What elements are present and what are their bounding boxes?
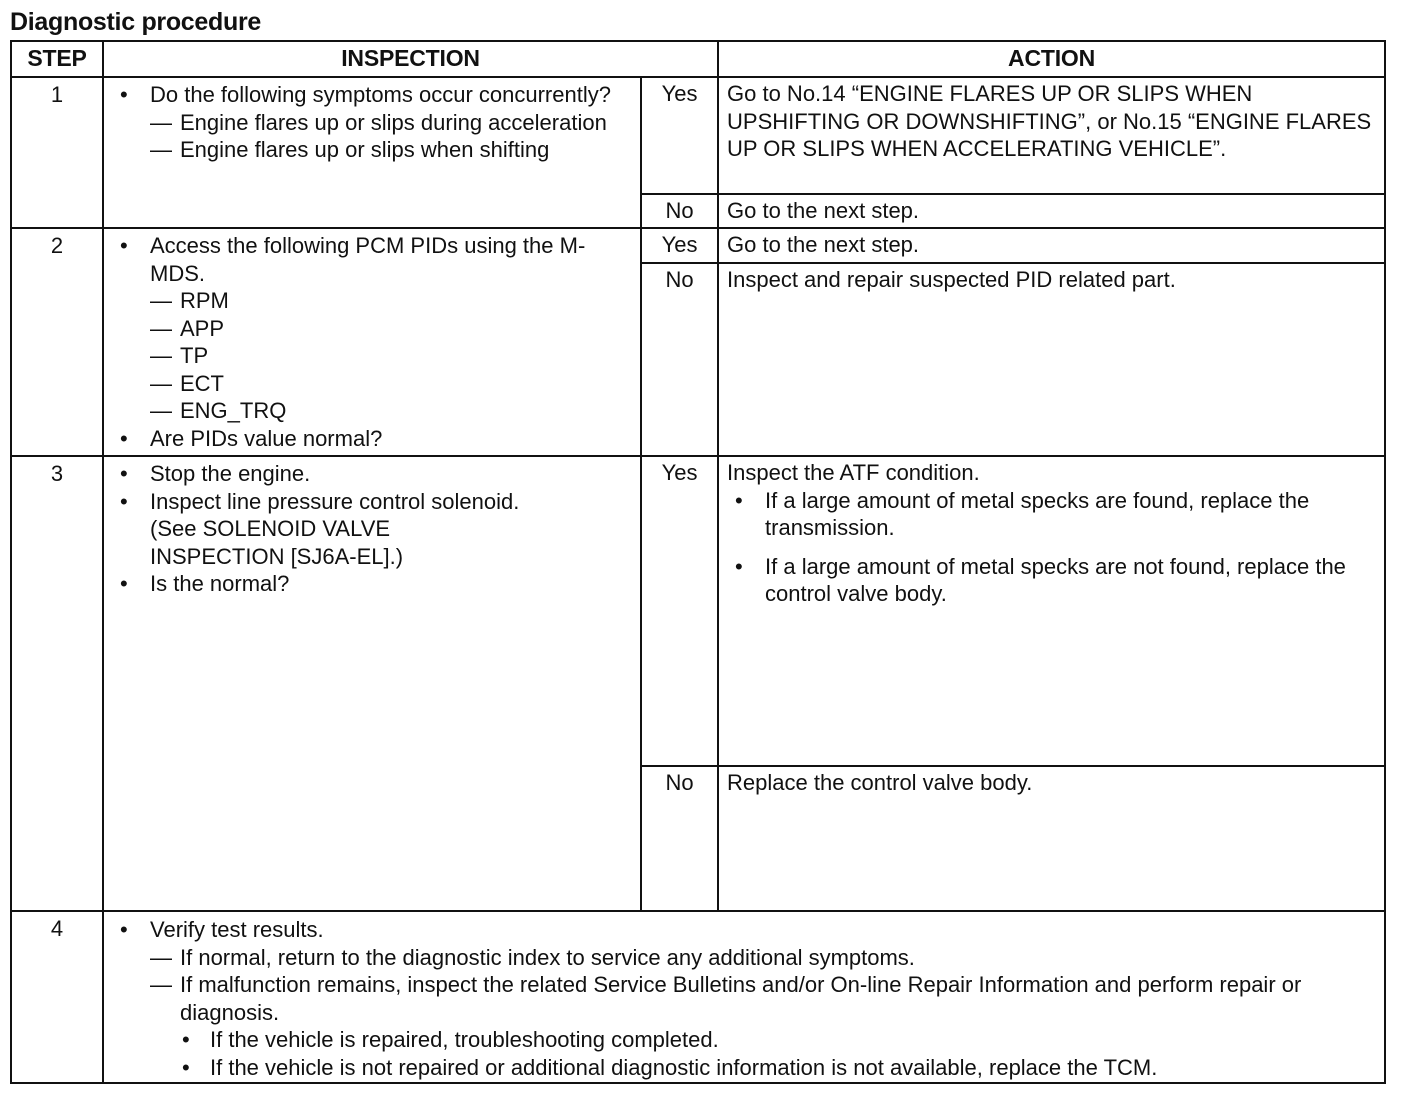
table-row-step-2 <box>11 228 1385 263</box>
yes-action: Go to No.14 “ENGINE FLARES UP OR SLIPS WHEN UPSHIFTING OR DOWNSHIFTING”, or No.15 “ENGINE FLARES UP OR SLIPS WHEN ACCELERATING VEHICLE”. <box>718 77 1385 194</box>
inspection-bullet: • Access the following PCM PIDs using the M-MDS. <box>110 232 634 287</box>
no-action: Inspect and repair suspected PID related part. <box>718 263 1385 456</box>
yes-label: Yes <box>641 228 718 263</box>
dash-glyph: — <box>150 315 172 341</box>
inspection-dash-item: — TP <box>150 343 209 368</box>
inspection-bullet: • Verify test results. <box>110 916 1378 944</box>
no-action: Go to the next step. <box>718 194 1385 228</box>
table-row-step-1 <box>11 77 1385 194</box>
dash-glyph: — <box>150 343 172 368</box>
inspection-sub-bullet: • If the vehicle is not repaired or additional diagnostic information is not available, replace the TCM. <box>110 1054 1378 1082</box>
dash-glyph: — <box>150 109 172 135</box>
inspection-sub-bullet: • If the vehicle is repaired, troubleshooting completed. <box>110 1026 1378 1054</box>
diagnostic-table <box>10 40 1386 1084</box>
step-number: 3 <box>11 456 103 911</box>
header-action: ACTION <box>718 41 1385 77</box>
action-text: Inspect the ATF condition. <box>727 460 980 485</box>
inspection-bullet: • Is the normal? <box>110 570 634 598</box>
header-step: STEP <box>11 41 103 77</box>
dash-glyph: — <box>150 137 172 162</box>
inspection-dash-item: — If malfunction remains, inspect the related Service Bulletins and/or On-line Repair Information and perform repair or diagnosis. <box>150 972 1302 1025</box>
step-number: 2 <box>11 228 103 456</box>
inspection-cell <box>103 228 641 456</box>
yes-label: Yes <box>641 456 718 766</box>
inspection-dash-item: — ENG_TRQ <box>150 398 287 423</box>
inspection-dash-item: — APP <box>150 315 225 341</box>
yes-action <box>718 456 1385 766</box>
no-action: Replace the control valve body. <box>718 766 1385 911</box>
table-header-row <box>11 41 1385 77</box>
step-number: 4 <box>11 911 103 1083</box>
table-row-step-4 <box>11 911 1385 1083</box>
dash-glyph: — <box>150 398 172 423</box>
inspection-cell <box>103 456 641 911</box>
action-bullet: • If a large amount of metal specks are found, replace the transmission. <box>727 487 1376 542</box>
inspection-dash-item: — ECT <box>150 370 224 396</box>
dash-glyph: — <box>150 944 172 970</box>
yes-action: Go to the next step. <box>718 228 1385 263</box>
no-label: No <box>641 263 718 456</box>
header-inspection: INSPECTION <box>103 41 718 77</box>
table-row-step-3 <box>11 456 1385 766</box>
yes-label: Yes <box>641 77 718 194</box>
inspection-reference: (See SOLENOID VALVE INSPECTION [SJ6A-EL].) <box>150 516 404 569</box>
no-label: No <box>641 194 718 228</box>
inspection-bullet: • Are PIDs value normal? <box>110 425 634 453</box>
no-label: No <box>641 766 718 911</box>
inspection-bullet: • Stop the engine. <box>110 460 634 488</box>
dash-glyph: — <box>150 972 172 997</box>
dash-glyph: — <box>150 288 172 313</box>
inspection-cell <box>103 911 1385 1083</box>
inspection-dash-item: — If normal, return to the diagnostic index to service any additional symptoms. <box>150 944 915 970</box>
dash-glyph: — <box>150 370 172 396</box>
page-title: Diagnostic procedure <box>10 8 261 36</box>
inspection-bullet: • Do the following symptoms occur concurrently? <box>110 81 634 109</box>
inspection-dash-item: — Engine flares up or slips when shifting <box>150 137 550 162</box>
inspection-bullet: • Inspect line pressure control solenoid. (See SOLENOID VALVE INSPECTION [SJ6A-EL].) <box>110 488 634 571</box>
action-bullet: • If a large amount of metal specks are not found, replace the control valve body. <box>727 553 1376 608</box>
inspection-dash-item: — Engine flares up or slips during acceleration <box>150 109 607 135</box>
inspection-dash-item: — RPM <box>150 288 229 313</box>
step-number: 1 <box>11 77 103 228</box>
inspection-cell <box>103 77 641 228</box>
